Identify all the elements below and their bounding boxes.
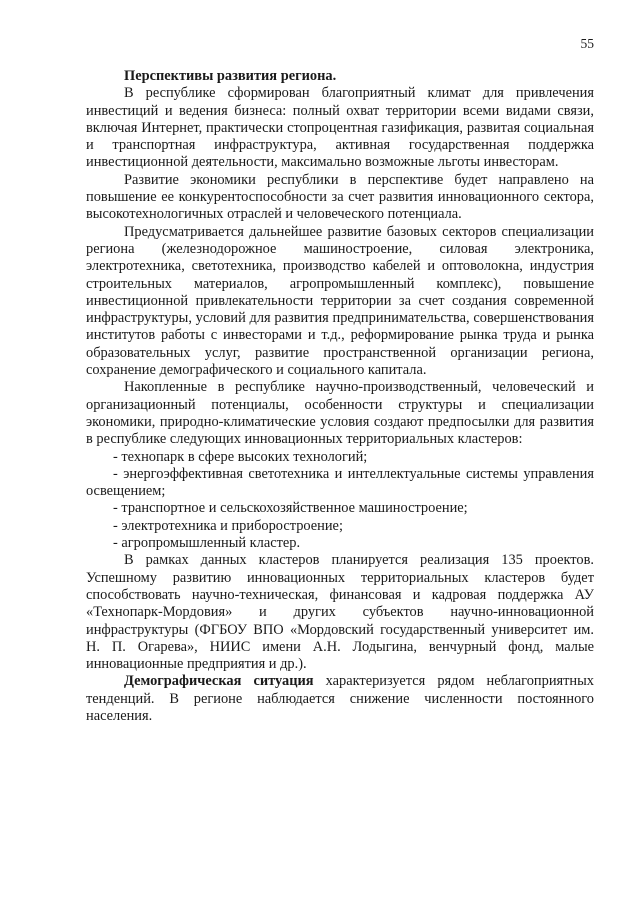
page-number: 55 xyxy=(580,36,594,51)
demographic-lead: Демографическая ситуация xyxy=(124,673,314,690)
cluster-list-item: - технопарк в сфере высоких технологий; xyxy=(113,448,368,465)
cluster-list-item: - транспортное и сельскохозяйственное машиностроение; xyxy=(113,500,468,517)
paragraph-specialization-sectors: Предусматривается дальнейшее развитие базовых секторов специализации региона (железнодорожное машиностроение, силовая электроника, электротехника, светотехника, производство кабелей и оптоволокна, индустрия строительных материалов, агропромышленный комплекс), повышение инвестиционной привлекательности территории за счет создания современной инфраструктуры, условий для развития предпринимательства, совершенствования институтов работы с инвесторами и т.д., реформирование рынка труда и рынка образовательных услуг, развитие пространственной организации региона, сохранение демографического и социального капитала. xyxy=(86,223,594,379)
page-content xyxy=(86,68,594,725)
paragraph-cluster-projects: В рамках данных кластеров планируется реализация 135 проектов. Успешному развитию инновационных территориальных кластеров будет способствовать научно-техническая, финансовая и кадровая поддержка АУ «Технопарк-Мордовия» и других субъектов научно-инновационной инфраструктуры (ФГБОУ ВПО «Мордовский государственный университет им. Н. П. Огарева», НИИС имени А.Н. Лодыгина, венчурный фонд, малые инновационные предприятия и др.). xyxy=(86,552,594,673)
section-heading: Перспективы развития региона. xyxy=(124,68,337,84)
paragraph-cluster-prerequisites: Накопленные в республике научно-производственный, человеческий и организационный потенциалы, особенности структуры и специализации экономики, природно-климатические условия создают предпосылки для развития в республике следующих инновационных территориальных кластеров: xyxy=(86,379,594,448)
cluster-list-item: - агропромышленный кластер. xyxy=(113,535,301,552)
paragraph-demographic-situation xyxy=(86,673,594,725)
cluster-list-item: - электротехника и приборостроение; xyxy=(113,517,343,534)
cluster-list-item: - энергоэффективная светотехника и интеллектуальные системы управления освещением; xyxy=(86,465,594,500)
paragraph-investment-climate: В республике сформирован благоприятный климат для привлечения инвестиций и ведения бизнеса: полный охват территории всеми видами связи, включая Интернет, практически стопроцентная газификация, развитая социальная и транспортная инфраструктура, активная государственная поддержка инвестиционной деятельности, максимально возможные льготы инвесторам. xyxy=(86,85,594,171)
demographic-text: характеризуется рядом неблагоприятных тенденций. В регионе наблюдается снижение численности постоянного населения. xyxy=(86,673,594,724)
paragraph-economy-development: Развитие экономики республики в перспективе будет направлено на повышение ее конкурентоспособности за счет развития инновационного сектора, высокотехнологичных отраслей и человеческого потенциала. xyxy=(86,171,594,223)
